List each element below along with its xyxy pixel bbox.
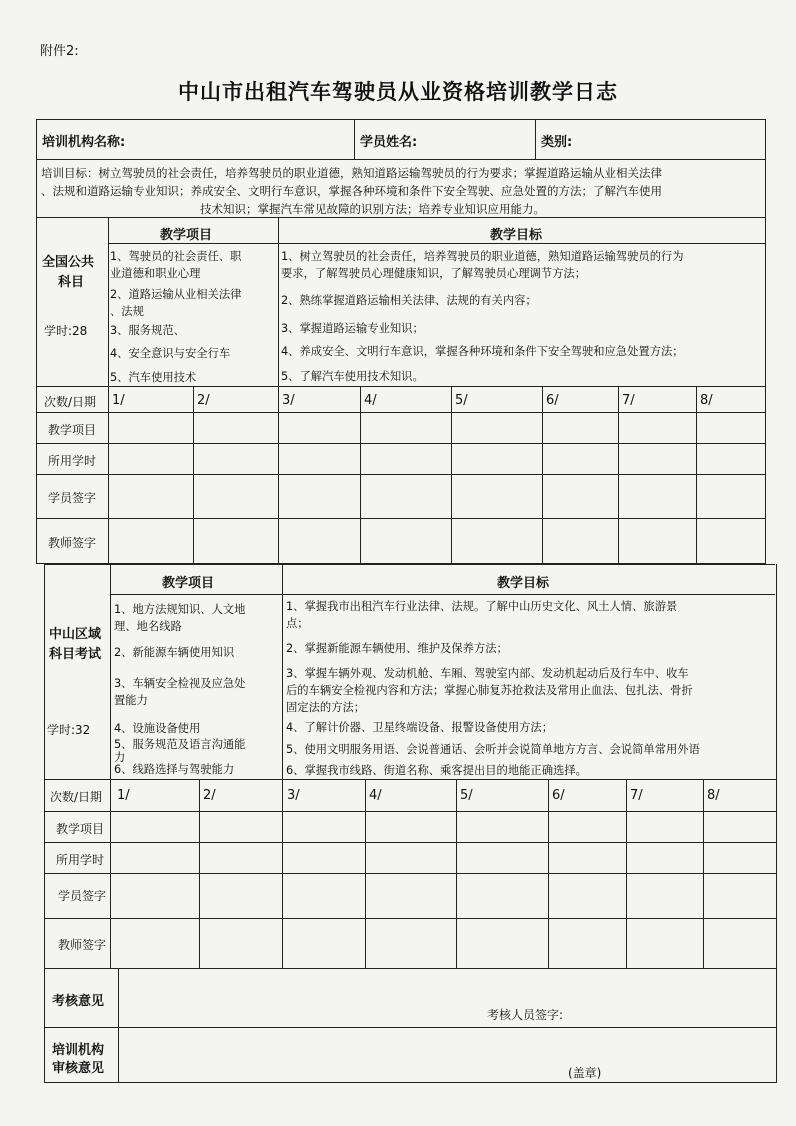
review-opinion-label: 考核意见 — [52, 994, 105, 1009]
section1-name-line1: 全国公共 — [42, 255, 95, 270]
section2-project-header: 教学项目 — [162, 576, 215, 591]
section2-objective-item: 1、掌握我市出租汽车行业法律、法规。了解中山历史文化、风土人情、旅游景 — [286, 600, 678, 613]
section1-project-item: 、法规 — [110, 305, 144, 318]
table-rule — [44, 564, 45, 1083]
table-rule — [199, 779, 200, 969]
log-label-teacher-signature: 教师签字 — [58, 938, 107, 952]
section1-objective-item: 5、了解汽车使用技术知识。 — [281, 370, 424, 383]
log-label-student-signature: 学员签字 — [48, 491, 97, 505]
table-rule — [36, 518, 766, 519]
section1-objective-header: 教学目标 — [490, 228, 543, 243]
section1-objective-item: 4、养成安全、文明行车意识，掌握各种环境和条件下安全驾驶和应急处置方法； — [281, 345, 684, 358]
table-rule — [451, 386, 452, 564]
log-label-teaching-item: 教学项目 — [48, 423, 97, 437]
table-rule — [36, 474, 766, 475]
table-rule — [703, 779, 704, 969]
table-rule — [354, 119, 355, 160]
table-rule — [44, 918, 777, 919]
table-rule — [282, 779, 283, 969]
log-label-hours-used: 所用学时 — [56, 853, 105, 867]
table-rule — [36, 217, 766, 218]
table-rule — [110, 594, 775, 595]
section1-project-header: 教学项目 — [160, 228, 213, 243]
section1-objective-item: 3、掌握道路运输专业知识； — [281, 322, 424, 335]
log-label-student-signature: 学员签字 — [58, 889, 107, 903]
section2-project-item: 5、服务规范及语言沟通能 — [114, 738, 246, 751]
session-cell: 1/ — [112, 393, 125, 408]
table-rule — [765, 119, 766, 564]
section2-project-item: 6、线路选择与驾驶能力 — [114, 763, 235, 776]
table-rule — [44, 968, 777, 969]
table-rule — [618, 386, 619, 564]
table-rule — [193, 386, 194, 564]
section1-hours: 学时:28 — [44, 324, 88, 338]
session-cell: 8/ — [707, 788, 720, 803]
section2-objective-item: 2、掌握新能源车辆使用、维护及保养方法； — [286, 642, 508, 655]
table-rule — [36, 119, 37, 564]
section1-objective-item: 1、树立驾驶员的社会责任，培养驾驶员的职业道德，熟知道路运输驾驶员的行为 — [281, 250, 684, 263]
section2-name-line1: 中山区域 — [49, 627, 102, 642]
training-goal-line1: 培训目标：树立驾驶员的社会责任，培养驾驶员的职业道德，熟知道路运输驾驶员的行为要求；掌握道路运输从业相关法律 — [41, 166, 662, 180]
table-rule — [36, 443, 766, 444]
section2-hours: 学时:32 — [47, 723, 91, 737]
table-rule — [108, 243, 766, 244]
student-name-label: 学员姓名: — [360, 135, 418, 150]
training-goal-line3: 技术知识；掌握汽车常见故障的识别方法；培养专业知识应用能力。 — [200, 202, 545, 216]
table-rule — [548, 779, 549, 969]
session-cell: 7/ — [630, 788, 643, 803]
table-rule — [696, 386, 697, 564]
section1-project-item: 2、道路运输从业相关法律 — [110, 288, 242, 301]
log-label-session-date: 次数/日期 — [44, 395, 97, 409]
table-rule — [36, 119, 766, 120]
log-label-teacher-signature: 教师签字 — [48, 536, 97, 550]
section2-objective-item: 固定法的方法； — [286, 701, 366, 714]
session-cell: 4/ — [364, 393, 377, 408]
page-title: 中山市出租汽车驾驶员从业资格培训教学日志 — [178, 80, 618, 104]
section2-project-item: 4、设施设备使用 — [114, 722, 201, 735]
section1-project-item: 业道德和职业心理 — [110, 267, 201, 280]
table-rule — [626, 779, 627, 969]
table-rule — [542, 386, 543, 564]
section1-name-line2: 科目 — [58, 275, 85, 290]
section1-project-item: 5、汽车使用技术 — [110, 371, 197, 384]
section1-objective-item: 要求，了解驾驶员心理健康知识，了解驾驶员心理调节方法； — [281, 267, 587, 280]
log-label-teaching-item: 教学项目 — [56, 822, 105, 836]
session-cell: 3/ — [287, 788, 300, 803]
session-cell: 1/ — [117, 788, 130, 803]
session-cell: 3/ — [282, 393, 295, 408]
session-cell: 2/ — [203, 788, 216, 803]
institution-name-label: 培训机构名称: — [42, 135, 126, 150]
table-rule — [36, 159, 766, 160]
log-label-session-date: 次数/日期 — [50, 790, 103, 804]
table-rule — [360, 386, 361, 564]
session-cell: 5/ — [460, 788, 473, 803]
table-rule — [776, 564, 777, 1083]
section2-objective-header: 教学目标 — [497, 576, 550, 591]
section1-objective-item: 2、熟练掌握道路运输相关法律、法规的有关内容； — [281, 294, 537, 307]
section2-project-item: 2、新能源车辆使用知识 — [114, 646, 235, 659]
approval-label-line1: 培训机构 — [52, 1043, 105, 1058]
session-cell: 4/ — [369, 788, 382, 803]
training-goal-line2: 、法规和道路运输专业知识；养成安全、文明行车意识，掌握各种环境和条件下安全驾驶、应急处置的方法；了解汽车使用 — [41, 184, 662, 198]
section2-project-item: 1、地方法规知识、人文地 — [114, 603, 246, 616]
reviewer-signature-label: 考核人员签字: — [487, 1008, 564, 1022]
section1-project-item: 4、安全意识与安全行车 — [110, 347, 231, 360]
table-rule — [365, 779, 366, 969]
table-rule — [44, 873, 777, 874]
table-rule — [44, 1082, 777, 1083]
section2-name-line2: 科目考试 — [49, 647, 102, 662]
table-rule — [118, 968, 119, 1083]
section2-project-item: 力 — [114, 751, 126, 764]
table-rule — [44, 779, 777, 780]
section2-objective-item: 点； — [286, 617, 309, 630]
table-rule — [44, 811, 777, 812]
table-rule — [535, 119, 536, 160]
table-rule — [278, 386, 279, 564]
session-cell: 6/ — [552, 788, 565, 803]
section2-project-item: 置能力 — [114, 694, 148, 707]
section2-objective-item: 6、掌握我市线路、街道名称、乘客提出目的地能正确选择。 — [286, 764, 587, 777]
category-label: 类别: — [541, 135, 573, 150]
table-rule — [278, 217, 279, 387]
session-cell: 5/ — [455, 393, 468, 408]
annex-label: 附件2: — [40, 44, 79, 59]
section1-project-item: 1、驾驶员的社会责任、职 — [110, 250, 242, 263]
table-rule — [36, 386, 766, 387]
table-rule — [456, 779, 457, 969]
seal-label: (盖章) — [568, 1066, 602, 1080]
session-cell: 2/ — [197, 393, 210, 408]
section1-project-item: 3、服务规范、 — [110, 324, 185, 337]
section2-objective-item: 5、使用文明服务用语、会说普通话、会听并会说简单地方方言、会说简单常用外语 — [286, 743, 700, 756]
session-cell: 7/ — [622, 393, 635, 408]
section2-project-item: 3、车辆安全检视及应急处 — [114, 677, 246, 690]
session-cell: 6/ — [546, 393, 559, 408]
section2-objective-item: 后的车辆安全检视内容和方法；掌握心肺复苏抢救法及常用止血法、包扎法、骨折 — [286, 684, 693, 697]
table-rule — [44, 1027, 777, 1028]
section2-project-item: 理、地名线路 — [114, 620, 182, 633]
table-rule — [282, 564, 283, 780]
table-rule — [110, 564, 111, 969]
table-rule — [44, 842, 777, 843]
approval-label-line2: 审核意见 — [52, 1061, 105, 1076]
table-rule — [36, 412, 766, 413]
log-label-hours-used: 所用学时 — [48, 454, 97, 468]
table-rule — [44, 564, 775, 565]
session-cell: 8/ — [700, 393, 713, 408]
section2-objective-item: 4、了解计价器、卫星终端设备、报警设备使用方法； — [286, 721, 554, 734]
section2-objective-item: 3、掌握车辆外观、发动机舱、车厢、驾驶室内部、发动机起动后及行车中、收车 — [286, 667, 689, 680]
